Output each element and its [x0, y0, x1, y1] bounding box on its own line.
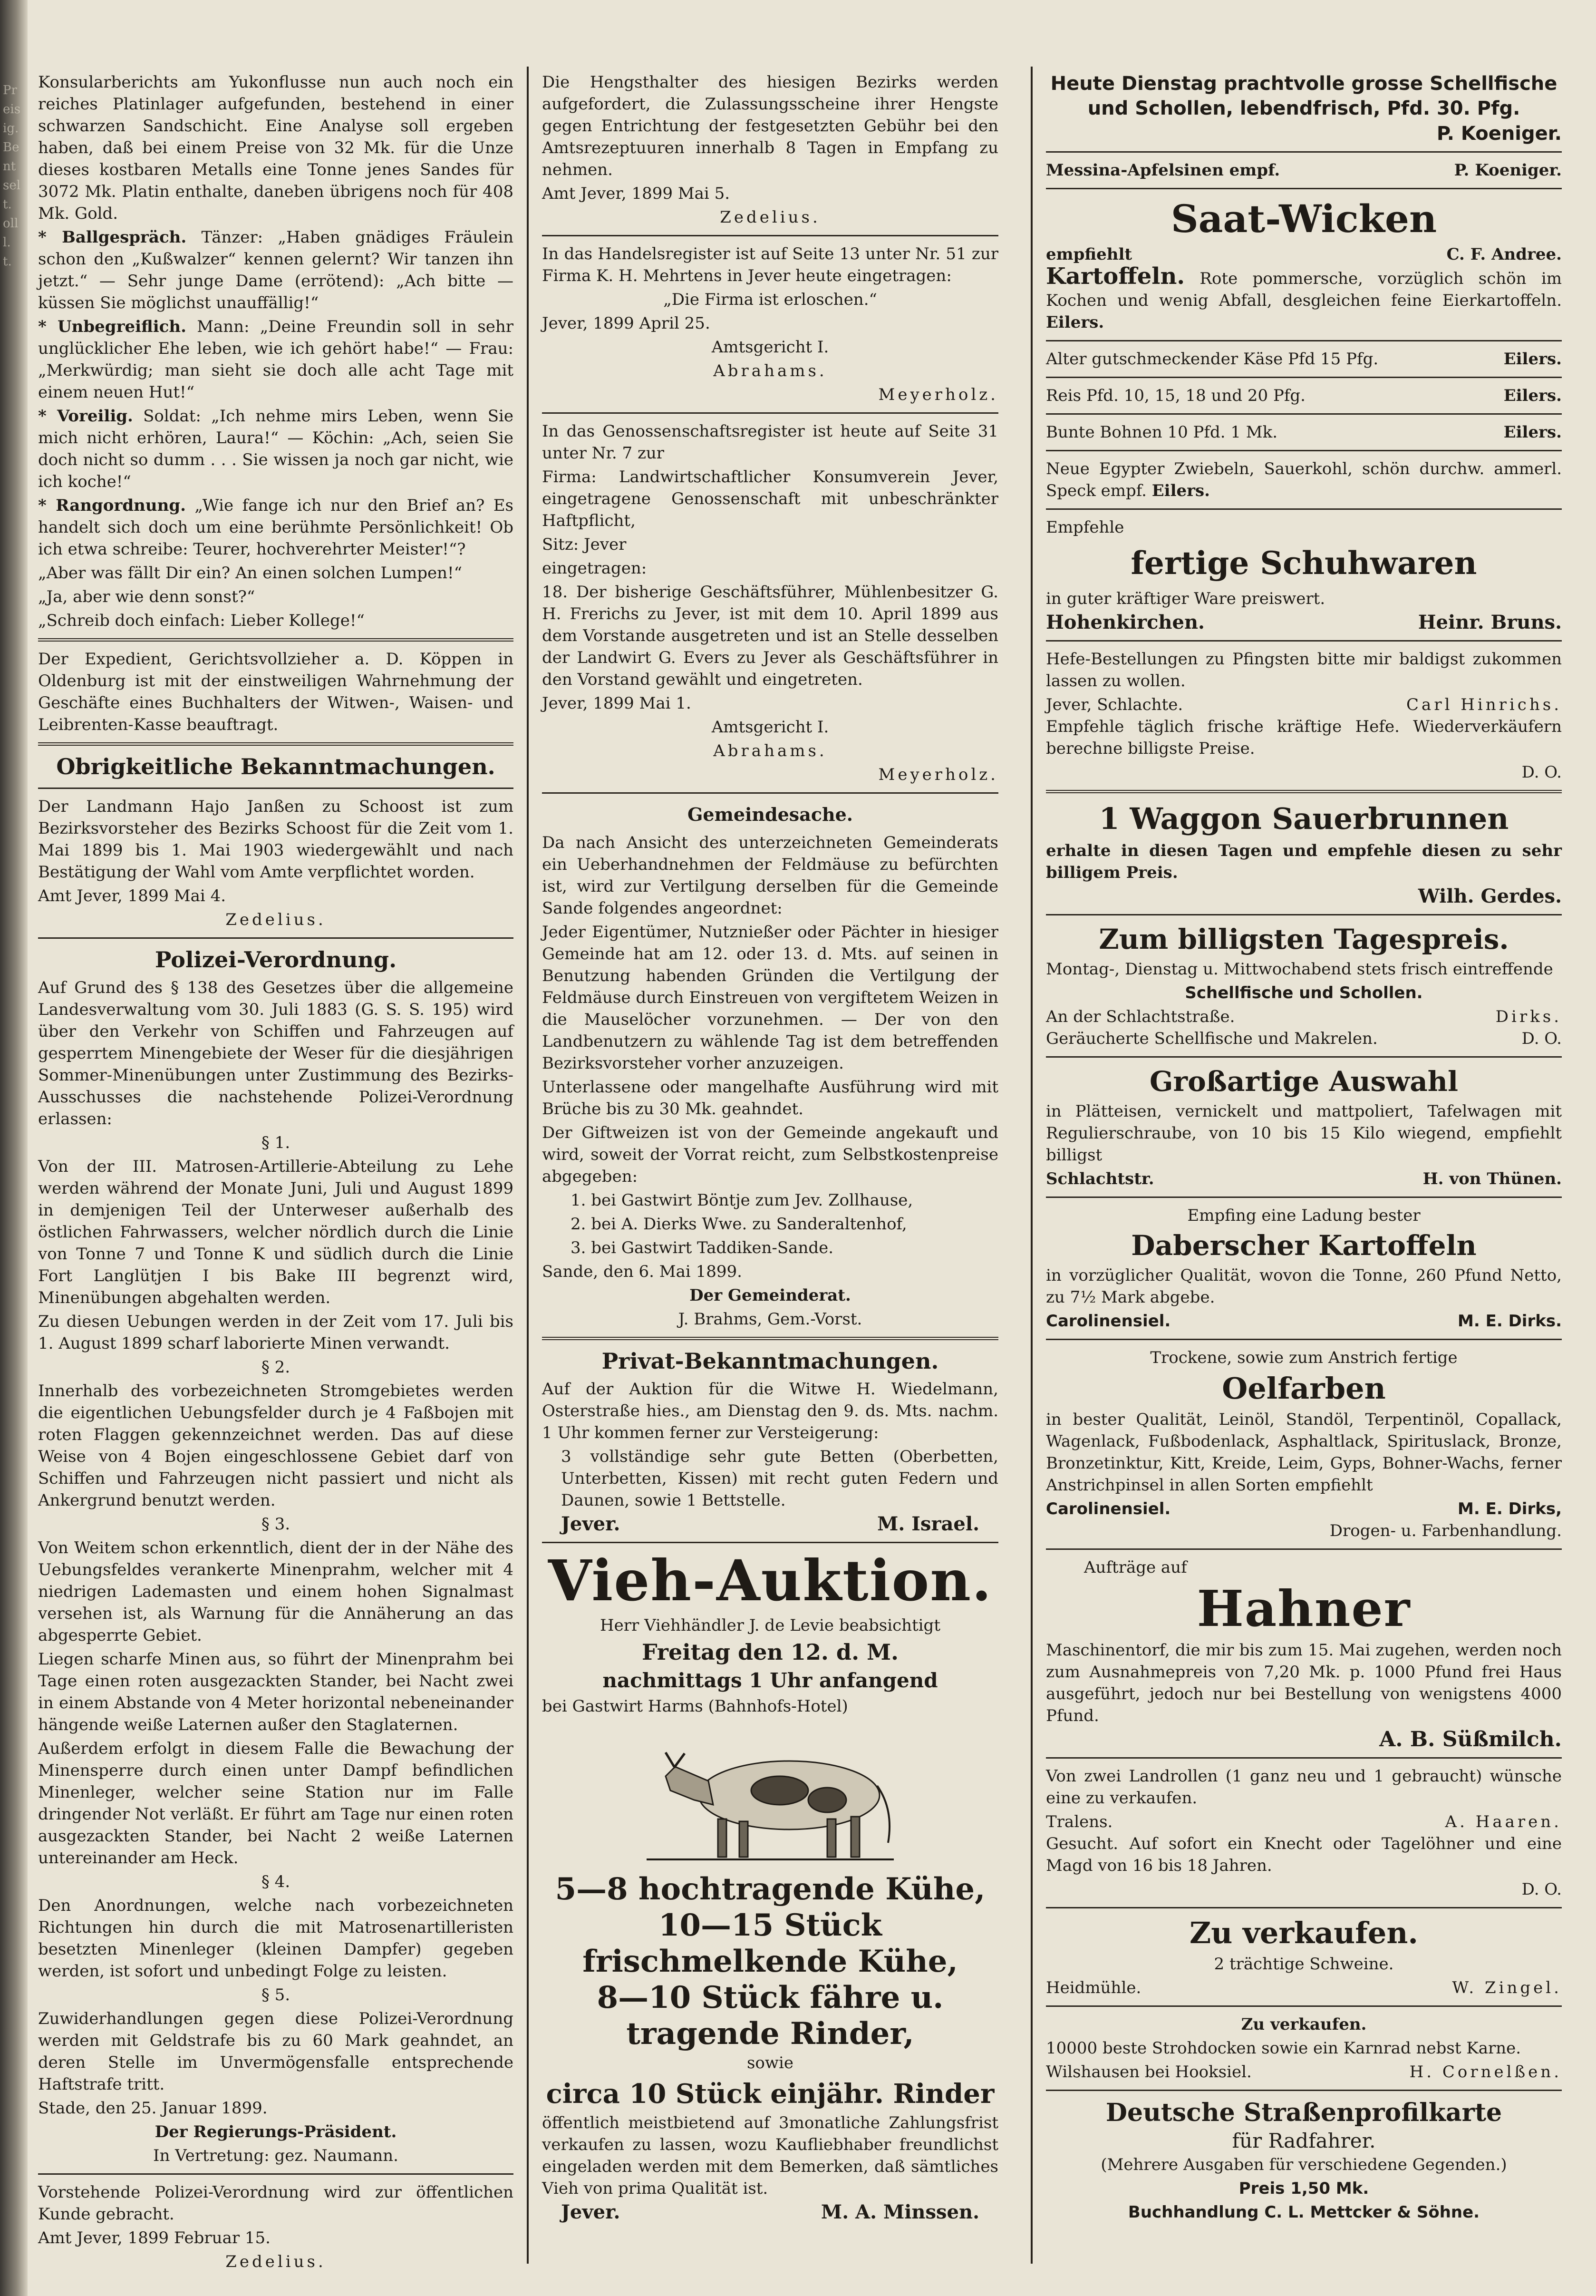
gemeindesache-body-4: Der Giftweizen ist von der Gemeinde angekauft und wird, soweit der Vorrat reicht, zum Selbstkostenpreise abgegeben: — [542, 1123, 998, 1186]
divider — [38, 788, 513, 789]
daber-footer — [1046, 1310, 1562, 1332]
geraeuchert-row — [1046, 1028, 1562, 1050]
gemeinderat-signature: J. Brahms, Gem.-Vorst. — [678, 1310, 862, 1329]
divider — [1046, 790, 1562, 793]
divider — [542, 1337, 998, 1340]
amt-date: Amt Jever, 1899 Februar 15. — [38, 2228, 271, 2247]
ballgespraech — [38, 226, 513, 314]
vieh-footer — [542, 2201, 998, 2223]
hafer-signature: A. B. Süßmilch. — [1379, 1727, 1562, 1751]
paragraph-5-body: Zuwiderhandlungen gegen diese Polizei-Verordnung werden mit Geldstrafe bis zu 60 Mark geahndet, an deren Stelle im Unvermögensfalle entsprechende Haftstrafe tritt. — [38, 2009, 513, 2094]
messina-signature: P. Koeniger. — [1454, 161, 1562, 180]
strohdocken-place: Wilshausen bei Hooksiel. — [1046, 2063, 1252, 2082]
daber-body: in vorzüglicher Qualität, wovon die Tonne, 260 Pfund Netto, zu 7½ Mark abgebe. — [1046, 1266, 1562, 1307]
divider — [1046, 1197, 1562, 1198]
divider — [1046, 640, 1562, 642]
expedient-notice: Der Expedient, Gerichtsvollzieher a. D. Köppen in Oldenburg ist mit der einstweiligen Wahrnehmung der Geschäfte eines Buchhalters der Witwen-, Waisen- und Leibrenten-Kasse beauftragt. — [38, 650, 513, 734]
paragraph-4-body: Den Anordnungen, welche nach vorbezeichneten Richtungen hin durch die mit Matrosenartilleristen besetzten Minenleger (kleinen Dampfer) gegeben werden, ist sofort und unbedingt Folge zu leisten. — [38, 1896, 513, 1981]
profilkarte-buchhandlung: Buchhandlung C. L. Mettcker & Söhne. — [1128, 2203, 1480, 2222]
profilkarte-radfahrer: für Radfahrer. — [1232, 2129, 1376, 2152]
schuhwaren-signature: Heinr. Bruns. — [1418, 611, 1562, 633]
obrigkeitliche-date: Amt Jever, 1899 Mai 4. — [38, 886, 226, 905]
auswahl-place: Schlachtstr. — [1046, 1169, 1154, 1188]
handelsregister-date: Jever, 1899 April 25. — [542, 314, 710, 333]
saat-wicken-title: Saat-Wicken — [1170, 196, 1437, 241]
genossenschaft-eingetragen: eingetragen: — [542, 559, 647, 578]
privat-body: Auf der Auktion für die Witwe H. Wiedelmann, Osterstraße hies., am Dienstag den 9. ds. Mts. nachm. 1 Uhr kommen ferner zur Versteigerung: — [542, 1380, 998, 1442]
zwiebeln-text: Neue Egypter Zwiebeln, Sauerkohl, schön durchw. ammerl. Speck empf. — [1046, 459, 1562, 500]
oelfarben-body: in bester Qualität, Leinöl, Standöl, Terpentinöl, Copallack, Wagenlack, Fußbodenlack, Asphaltlack, Spirituslack, Bronze, Bronzetinktur, Kitt, Kreide, Leim, Gyps, Bohner-Wachs, ferner Anstrichpinsel in allen Sorten empfiehlt — [1046, 1410, 1562, 1495]
gemeindesache-list-2: 2. bei A. Dierks Wwe. zu Sanderaltenhof, — [571, 1215, 907, 1234]
divider — [542, 235, 998, 236]
divider — [1046, 1056, 1562, 1058]
ballgespraech-heading: * Ballgespräch. — [38, 228, 187, 247]
auswahl-body: in Plätteisen, vernickelt und mattpoliert, Tafelwagen mit Regulierschraube, von 10 bis 15 Kilo wiegend, empfiehlt billigst — [1046, 1102, 1562, 1165]
hefe-ad-2: Empfehle täglich frische kräftige Hefe. Wiederverkäufern berechne billigste Preise. — [1046, 717, 1562, 758]
privat-footer — [542, 1513, 998, 1535]
genossenschaft-item: 18. Der bisherige Geschäftsführer, Mühlenbesitzer G. H. Frerichs zu Jever, ist mit dem 10. April 1899 aus dem Vorstande ausgetreten und ist an Stelle desselben der Landwirt G. Evers zu Jever als Geschäftsführer in den Vorstand gewählt und eingetreten. — [542, 583, 998, 689]
divider — [38, 2173, 513, 2175]
voreilig-heading: * Voreilig. — [38, 407, 133, 426]
hengst-notice: Die Hengsthalter des hiesigen Bezirks werden aufgefordert, die Zulassungsscheine ihrer Hengste gegen Entrichtung der festgesetzten Gebühr bei den Amtsrezeptuuren innerhalb 8 Tagen in Empfang zu nehmen. — [542, 73, 998, 179]
privat-title: Privat-Bekanntmachungen. — [601, 1348, 939, 1374]
profilkarte-ausgaben: (Mehrere Ausgaben für verschiedene Gegenden.) — [1101, 2155, 1507, 2174]
genossenschaft-date: Jever, 1899 Mai 1. — [542, 694, 691, 713]
paragraph-2-heading: § 2. — [261, 1358, 290, 1377]
oelfarben-title: Oelfarben — [1222, 1371, 1386, 1406]
genossenschaft-name: Abrahams. — [713, 741, 827, 760]
paragraph-3-body: Von Weitem schon erkenntlich, dient der in der Nähe des Uebungsfeldes verankerte Minenprahm, welcher mit 4 niedrigen Lademasten und einem hohen Signalmast versehen ist, als Warnung für die Annäherung an das abgesperrte Gebiet. — [38, 1538, 513, 1645]
paragraph-3-body-3: Außerdem erfolgt in diesem Falle die Bewachung der Minensperre durch einen unter Dampf befindlichen Minenleger, welcher seine Station nur im Falle dringender Not verläßt. Er führt am Tage nur einen roten ausgezackten Stander, bei Nacht 2 weiße Laternen untereinander am Heck. — [38, 1739, 513, 1868]
landrollen-place: Tralens. — [1046, 1812, 1113, 1831]
vieh-auktion-title: Vieh-Auktion. — [548, 1547, 993, 1614]
vieh-body: öffentlich meistbietend auf 3monatliche Zahlungsfrist verkaufen zu lassen, wozu Kaufliebhaber freundlichst eingeladen werden mit dem Bemerken, daß sämtliches Vieh von prima Qualität ist. — [542, 2113, 998, 2198]
handelsregister-court: Amtsgericht I. — [711, 338, 829, 357]
oelfarben-footer — [1046, 1498, 1562, 1520]
schuhwaren-place: Hohenkirchen. — [1046, 611, 1205, 633]
messina-text: Messina-Apfelsinen empf. — [1046, 161, 1280, 180]
unbegreiflich — [38, 316, 513, 403]
gemeindesache-body-3: Unterlassene oder mangelhafte Ausführung wird mit Brüche bis zu 30 Mk. geahndet. — [542, 1078, 998, 1119]
gemeinderat: Der Gemeinderat. — [689, 1286, 851, 1305]
schuh-empfehle: Empfehle — [1046, 518, 1124, 537]
hefe-ad: Hefe-Bestellungen zu Pfingsten bitte mir baldigst zukommen lassen zu wollen. — [1046, 650, 1562, 691]
rangordnung-body: „Wie fange ich nur den Brief an? Es handelt sich doch um eine berühmte Persönlichkeit! Ob ich etwa schreibe: Teurer, hochverehrter Meister!“? — [38, 496, 514, 559]
divider — [1046, 151, 1562, 153]
kaese-signature: Eilers. — [1503, 350, 1562, 369]
hafer-body: Maschinentorf, die mir bis zum 15. Mai zugehen, werden noch zum Ausnahmepreis von 7,20 Mk. p. 1000 Pfund frei Haus ausgeführt, jedoch nur bei Bestellung von wenigstens 4000 Pfund. — [1046, 1641, 1562, 1725]
profilkarte-title: Deutsche Straßenprofilkarte — [1105, 2098, 1502, 2127]
schweine-footer — [1046, 1977, 1562, 1999]
saat-empfiehlt: empfiehlt — [1046, 245, 1132, 264]
reis-text: Reis Pfd. 10, 15, 18 und 20 Pfg. — [1046, 386, 1306, 405]
oelfarben-place: Carolinensiel. — [1046, 1499, 1171, 1518]
daber-intro: Empfing eine Ladung bester — [1187, 1206, 1421, 1225]
heute-signature: P. Koeniger. — [1436, 123, 1562, 145]
waggon-body: erhalte in diesen Tagen und empfehle diesen zu sehr billigem Preis. — [1046, 841, 1562, 882]
gemeindesache-title: Gemeindesache. — [687, 804, 853, 825]
divider — [542, 412, 998, 414]
divider — [542, 1542, 998, 1543]
gesucht-do: D. O. — [1521, 1880, 1562, 1899]
billig-place: An der Schlachtstraße. — [1046, 1007, 1235, 1026]
paragraph-1-body: Von der III. Matrosen-Artillerie-Abteilung zu Lehe werden während der Monate Juni, Juli und August 1899 in demjenigen Teil der Unterweser außerhalb des östlichen Fahrwassers, welcher nördlich durch die Linie von Tonne 7 und Tonne K und südlich durch die Linie Fort Langlütjen I bis Bake III begrenzt wird, Minenübungen abgehalten werden. — [38, 1157, 513, 1307]
unbegreiflich-body: Mann: „Deine Freundin soll in sehr unglücklicher Ehe leben, wie ich gehört habe!“ — Frau: „Merkwürdig; man sieht sie doch alle acht Tage mit einem neuen Hut!“ — [38, 317, 513, 402]
hengst-signature: Zedelius. — [720, 208, 821, 227]
handelsregister-quote: „Die Firma ist erloschen.“ — [663, 290, 877, 309]
paragraph-3-heading: § 3. — [261, 1515, 290, 1534]
voreilig-body: Soldat: „Ich nehme mirs Leben, wenn Sie mich nicht erhören, Laura!“ — Köchin: „Ach, seien Sie doch nicht so dumm . . . Sie wissen ja noch gar nicht, wie ich koche!“ — [38, 407, 513, 491]
divider — [1046, 1757, 1562, 1759]
kartoffeln-heading: Kartoffeln. — [1046, 263, 1185, 290]
privat-body-2: 3 vollständige sehr gute Betten (Oberbetten, Unterbetten, Kissen) mit recht guten Federn und Daunen, sowie 1 Bettstelle. — [561, 1447, 998, 1510]
divider — [542, 792, 998, 794]
divider — [38, 742, 513, 746]
vieh-line-2: Freitag den 12. d. M. — [641, 1639, 899, 1665]
kartoffeln-ad — [1046, 265, 1562, 333]
paragraph-4-heading: § 4. — [261, 1872, 290, 1891]
daber-title: Daberscher Kartoffeln — [1131, 1229, 1477, 1262]
kartoffeln-body: Rote pommersche, vorzüglich schön im Kochen und wenig Abfall, desgleichen feine Eierkartoffeln. — [1046, 269, 1562, 310]
obrigkeitliche-body: Der Landmann Hajo Janßen zu Schoost ist zum Bezirksvorsteher des Bezirks Schoost für die Zeit vom 1. Mai 1899 bis 1. Mai 1903 wiedergewählt und nach Bestätigung der Wahl vom Amte verpflichtet worden. — [38, 797, 513, 882]
billig-signature: Dirks. — [1495, 1007, 1562, 1026]
auswahl-footer — [1046, 1168, 1562, 1190]
handelsregister-signature: Meyerholz. — [878, 385, 998, 404]
hengst-date: Amt Jever, 1899 Mai 5. — [542, 184, 730, 203]
schuhwaren-body: in guter kräftiger Ware preiswert. — [1046, 589, 1325, 608]
gemeindesache-date: Sande, den 6. Mai 1899. — [542, 1262, 742, 1281]
handelsregister: In das Handelsregister ist auf Seite 13 unter Nr. 51 zur Firma K. H. Mehrtens in Jever heute eingetragen: — [542, 244, 998, 285]
hafer-title: Hahner — [1197, 1579, 1411, 1638]
rangordnung-heading: * Rangordnung. — [38, 496, 186, 515]
column-rule-right — [1031, 67, 1033, 2264]
genossenschaft-sitz: Sitz: Jever — [542, 535, 627, 554]
bohnen-ad — [1046, 421, 1562, 443]
zwiebeln-ad — [1046, 458, 1562, 502]
saat-wicken-footer — [1046, 243, 1562, 265]
handelsregister-name: Abrahams. — [713, 361, 827, 380]
kartoffeln-signature: Eilers. — [1046, 313, 1104, 332]
vieh-signature: M. A. Minssen. — [821, 2201, 979, 2223]
reis-signature: Eilers. — [1503, 386, 1562, 405]
vieh-kuehe-1: 5—8 hochtragende Kühe, — [555, 1871, 986, 1907]
cow-illustration — [637, 1724, 903, 1867]
verkaufen-title: Zu verkaufen. — [1189, 1916, 1419, 1950]
vieh-line-4: bei Gastwirt Harms (Bahnhofs-Hotel) — [542, 1697, 848, 1716]
kaese-ad — [1046, 348, 1562, 370]
vieh-sowie: sowie — [746, 2053, 793, 2072]
paragraph-5-heading: § 5. — [261, 1985, 290, 2004]
gemeindesache-body: Da nach Ansicht des unterzeichneten Gemeinderats ein Ueberhandnehmen der Feldmäuse zu befürchten ist, wird zur Vertilgung derselben für die Gemeinde Sande folgendes angeordnet: — [542, 833, 998, 918]
zwiebeln-signature: Eilers. — [1151, 481, 1210, 500]
landrollen-signature: A. Haaren. — [1445, 1812, 1562, 1831]
obrigkeitliche-signature: Zedelius. — [225, 910, 326, 929]
hefe-footer — [1046, 694, 1562, 716]
daber-signature: M. E. Dirks. — [1458, 1312, 1562, 1331]
schweine-place: Heidmühle. — [1046, 1978, 1141, 1997]
waggon-title: 1 Waggon Sauerbrunnen — [1099, 801, 1509, 836]
landrollen-footer — [1046, 1811, 1562, 1833]
voreilig — [38, 405, 513, 493]
billig-body: Montag-, Dienstag u. Mittwochabend stets frisch eintreffende — [1046, 960, 1553, 979]
divider — [1046, 450, 1562, 451]
vorstehende-text: Vorstehende Polizei-Verordnung wird zur öffentlichen Kunde gebracht. — [38, 2183, 513, 2224]
divider — [1046, 508, 1562, 510]
stade-date: Stade, den 25. Januar 1899. — [38, 2099, 268, 2118]
divider — [1046, 340, 1562, 341]
paragraph-2-body: Innerhalb des vorbezeichneten Stromgebietes werden die eigentlichen Uebungsfelder durch je 4 Faßbojen mit roten Flaggen gekennzeichnet werden. Das auf diese Weise von 4 Bojen eingeschlossene Gebiet darf von Schiffen und Fahrzeugen nicht passiert und nicht als Ankergrund benutzt werden. — [38, 1381, 513, 1510]
bohnen-text: Bunte Bohnen 10 Pfd. 1 Mk. — [1046, 423, 1278, 442]
vieh-rinder-1: 8—10 Stück fähre u. tragende Rinder, — [597, 1980, 944, 2052]
amt-signature: Zedelius. — [225, 2252, 326, 2271]
privat-signature: M. Israel. — [877, 1513, 979, 1535]
oelfarben-drogen: Drogen- u. Farbenhandlung. — [1329, 1521, 1562, 1540]
regierungs-praesident: Der Regierungs-Präsident. — [155, 2122, 397, 2141]
binding-fragment: Preis ig. Be nt sel t. oll l. t. — [3, 83, 21, 269]
divider — [38, 937, 513, 939]
profilkarte-preis: Preis 1,50 Mk. — [1238, 2179, 1369, 2198]
schuhwaren-footer — [1046, 612, 1562, 633]
hafer-intro: Aufträge auf — [1084, 1558, 1187, 1577]
paragraph-3-body-2: Liegen scharfe Minen aus, so führt der Minenprahm bei Tage einen roten ausgezackten Stander, bei Nacht zwei in einem Abstande von 4 Meter horizontal nebeneinander hängende weiße Laternen außer den Staglaternen. — [38, 1650, 513, 1734]
divider — [1046, 188, 1562, 189]
genossenschaft-intro: In das Genossenschaftsregister ist heute auf Seite 31 unter Nr. 7 zur — [542, 422, 998, 463]
billig-footer — [1046, 1006, 1562, 1028]
divider — [38, 638, 513, 642]
reis-ad — [1046, 385, 1562, 407]
obrigkeitliche-title: Obrigkeitliche Bekanntmachungen. — [56, 754, 495, 779]
vieh-line-1: Herr Viehhändler J. de Levie beabsichtigt — [600, 1616, 940, 1635]
billig-schellfische: Schellfische und Schollen. — [1185, 983, 1423, 1002]
column-rule-left — [527, 67, 529, 2264]
auswahl-signature: H. von Thünen. — [1422, 1169, 1562, 1188]
rangordnung-quote-2: „Ja, aber wie denn sonst?“ — [38, 587, 255, 606]
gesucht-ad: Gesucht. Auf sofort ein Knecht oder Tagelöhner und eine Magd von 16 bis 18 Jahren. — [1046, 1834, 1562, 1875]
heute-ad: Heute Dienstag prachtvolle grosse Schellfische und Schollen, lebendfrisch, Pfd. 30. Pfg. — [1050, 73, 1557, 119]
divider — [1046, 1907, 1562, 1908]
polizei-title: Polizei-Verordnung. — [155, 947, 397, 973]
divider — [1046, 2005, 1562, 2007]
oelfarben-signature: M. E. Dirks, — [1458, 1499, 1562, 1518]
geraeuchert-do: D. O. — [1521, 1029, 1562, 1048]
gemeindesache-list-1: 1. bei Gastwirt Böntje zum Jev. Zollhause, — [571, 1191, 913, 1210]
privat-place: Jever. — [561, 1513, 620, 1535]
schweine-text: 2 trächtige Schweine. — [1214, 1955, 1394, 1974]
hefe-do: D. O. — [1521, 763, 1562, 782]
waggon-signature: Wilh. Gerdes. — [1418, 885, 1562, 907]
unbegreiflich-heading: * Unbegreiflich. — [38, 317, 186, 336]
hefe-place: Jever, Schlachte. — [1046, 695, 1183, 714]
vertretung: In Vertretung: gez. Naumann. — [153, 2146, 398, 2165]
geraeuchert-text: Geräucherte Schellfische und Makrelen. — [1046, 1029, 1378, 1048]
vieh-rinder-2: circa 10 Stück einjähr. Rinder — [546, 2078, 995, 2110]
kaese-text: Alter gutschmeckender Käse Pfd 15 Pfg. — [1046, 350, 1379, 369]
page-binding — [0, 0, 28, 2296]
saat-signature: C. F. Andree. — [1446, 245, 1562, 264]
landrollen-ad: Von zwei Landrollen (1 ganz neu und 1 gebraucht) wünsche eine zu verkaufen. — [1046, 1767, 1562, 1808]
divider — [1046, 377, 1562, 378]
polizei-intro: Auf Grund des § 138 des Gesetzes über die allgemeine Landesverwaltung vom 30. Juli 1883 (G. S. S. 195) wird über den Verkehr von Schiffen und Fahrzeugen auf gesperrtem Minengebiete der Weser für die diesjährigen Sommer-Minenübungen unter Zustimmung des Bezirks-Ausschusses die nachstehende Polizei-Verordnung erlassen: — [38, 978, 513, 1129]
paragraph-1-body-2: Zu diesen Uebungen werden in der Zeit vom 17. Juli bis 1. August 1899 scharf laborierte Minen verwandt. — [38, 1312, 513, 1353]
auswahl-title: Großartige Auswahl — [1150, 1065, 1458, 1098]
billig-title: Zum billigsten Tagespreis. — [1099, 923, 1509, 955]
rangordnung-quote-1: „Aber was fällt Dir ein? An einen solchen Lumpen!“ — [38, 564, 463, 583]
divider — [1046, 914, 1562, 915]
vieh-place: Jever. — [561, 2201, 620, 2223]
divider — [1046, 1339, 1562, 1340]
column-2 — [542, 71, 998, 2258]
divider — [1046, 413, 1562, 415]
rangordnung — [38, 495, 513, 560]
genossenschaft-firma: Firma: Landwirtschaftlicher Konsumverein Jever, eingetragene Genossenschaft mit unbeschränkter Haftpflicht, — [542, 467, 998, 530]
hefe-signature: Carl Hinrichs. — [1406, 695, 1562, 714]
ballgespraech-body: Tänzer: „Haben gnädiges Fräulein schon den „Kußwalzer“ kennen gelernt? Wir tanzen ihn jetzt.“ — Sehr junge Dame (errötend): „Ach bitte — küssen Sie möglichst unauffällig!“ — [38, 228, 513, 312]
divider — [1046, 1548, 1562, 1550]
column-3 — [1046, 71, 1562, 2258]
strohdocken-footer — [1046, 2061, 1562, 2083]
vieh-kuehe-2: 10—15 Stück frischmelkende Kühe, — [582, 1907, 958, 1979]
strohdocken-text: 10000 beste Strohdocken sowie ein Karnrad nebst Karne. — [1046, 2039, 1521, 2058]
daber-place: Carolinensiel. — [1046, 1312, 1171, 1331]
verkaufen-2-title: Zu verkaufen. — [1241, 2015, 1367, 2034]
paragraph-1-heading: § 1. — [261, 1133, 290, 1152]
oel-intro: Trockene, sowie zum Anstrich fertige — [1150, 1348, 1458, 1367]
schuhwaren-title: fertige Schuhwaren — [1131, 545, 1477, 582]
genossenschaft-signature: Meyerholz. — [878, 765, 998, 784]
divider — [1046, 2090, 1562, 2091]
gemeindesache-body-2: Jeder Eigentümer, Nutznießer oder Pächter in hiesiger Gemeinde hat am 12. oder 13. d. Mts. auf seinen in Benutzung habenden Gründen die Vertilgung der Feldmäuse durch Einstreuen von vergiftetem Weizen in die Mauselöcher vorzunehmen. — Der von den Landbenutzern zu wählende Tag ist dem betreffenden Bezirksvorsteher vorher anzuzeigen. — [542, 923, 998, 1073]
konsular-text: Konsularberichts am Yukonflusse nun auch noch ein reiches Platinlager aufgefunden, bestehend in einer schwarzen Sandschicht. Eine Analyse soll ergeben haben, daß bei einem Preise von 32 Mk. für die Unze dieses kostbaren Metalls eine Tonne jenes Sandes für 3072 Mk. Platin enthalte, daneben übrigens noch für 408 Mk. Gold. — [38, 73, 513, 223]
messina-ad — [1046, 159, 1562, 181]
genossenschaft-court: Amtsgericht I. — [711, 718, 829, 737]
bohnen-signature: Eilers. — [1503, 423, 1562, 442]
vieh-line-3: nachmittags 1 Uhr anfangend — [602, 1669, 938, 1692]
schweine-signature: W. Zingel. — [1452, 1978, 1562, 1997]
gemeindesache-list-3: 3. bei Gastwirt Taddiken-Sande. — [571, 1238, 834, 1257]
strohdocken-signature: H. Cornelßen. — [1409, 2063, 1562, 2082]
column-1 — [38, 71, 514, 2271]
rangordnung-quote-3: „Schreib doch einfach: Lieber Kollege!“ — [38, 611, 365, 630]
